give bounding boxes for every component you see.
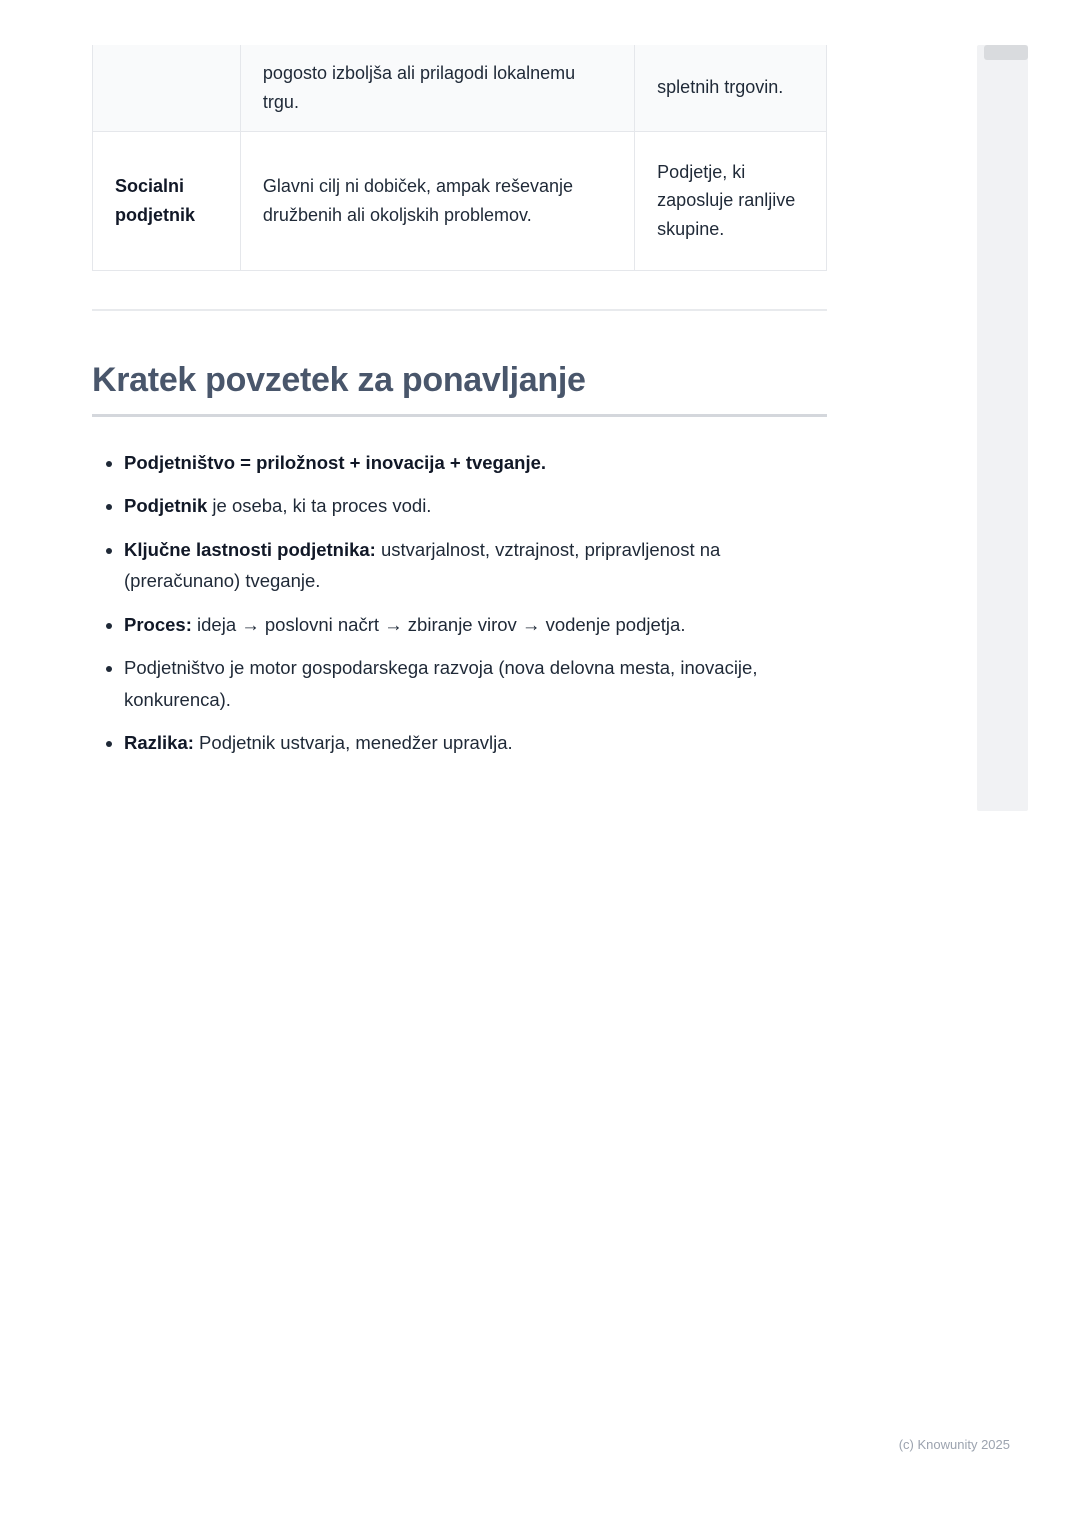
summary-list [92, 447, 827, 759]
copyright-text: (c) Knowunity 2025 [898, 1437, 1010, 1452]
list-item-text: Podjetništvo je motor gospodarskega razvoja (nova delovna mesta, inovacije, konkurenca). [124, 657, 758, 710]
table-cell-type: Socialni podjetnik [93, 131, 241, 270]
list-item-bold-text: Ključne lastnosti podjetnika: [124, 538, 376, 560]
section-heading: Kratek povzetek za ponavljanje [92, 361, 827, 417]
document-page [92, 45, 827, 770]
list-item-bold-text: Podjetnik [124, 495, 208, 517]
list-item [124, 609, 827, 640]
list-item [124, 652, 827, 715]
scrollbar-thumb[interactable] [984, 45, 1028, 60]
scrollbar-track[interactable] [977, 45, 1028, 811]
list-item-bold-text: Podjetništvo = priložnost + inovacija + tveganje. [124, 451, 547, 473]
table-row [93, 131, 827, 270]
table-cell-example: spletnih trgovin. [635, 45, 827, 131]
list-item-text: Podjetnik ustvarja, menedžer upravlja. [193, 732, 513, 754]
list-item [124, 490, 827, 521]
list-item [124, 534, 827, 597]
table-cell-description: Glavni cilj ni dobiček, ampak reševanje družbenih ali okoljskih problemov. [240, 131, 634, 270]
list-item-bold-text: Proces: [124, 613, 192, 635]
table-row [93, 45, 827, 131]
table-cell-example: Podjetje, ki zaposluje ranljive skupine. [635, 131, 827, 270]
list-item [124, 447, 827, 478]
list-item [124, 727, 827, 758]
table-cell-type [93, 45, 241, 131]
list-item-bold-text: Razlika: [124, 732, 194, 754]
section-divider [92, 309, 827, 311]
list-item-text: je oseba, ki ta proces vodi. [207, 495, 432, 517]
list-item-text: ideja → poslovni načrt → zbiranje virov → vodenje podjetja. [191, 613, 686, 635]
table-cell-description: pogosto izboljša ali prilagodi lokalnemu trgu. [240, 45, 634, 131]
entrepreneur-types-table [92, 45, 827, 271]
list-item-text: ustvarjalnost, vztrajnost, pripravljenost na (preračunano) tveganje. [124, 538, 721, 592]
